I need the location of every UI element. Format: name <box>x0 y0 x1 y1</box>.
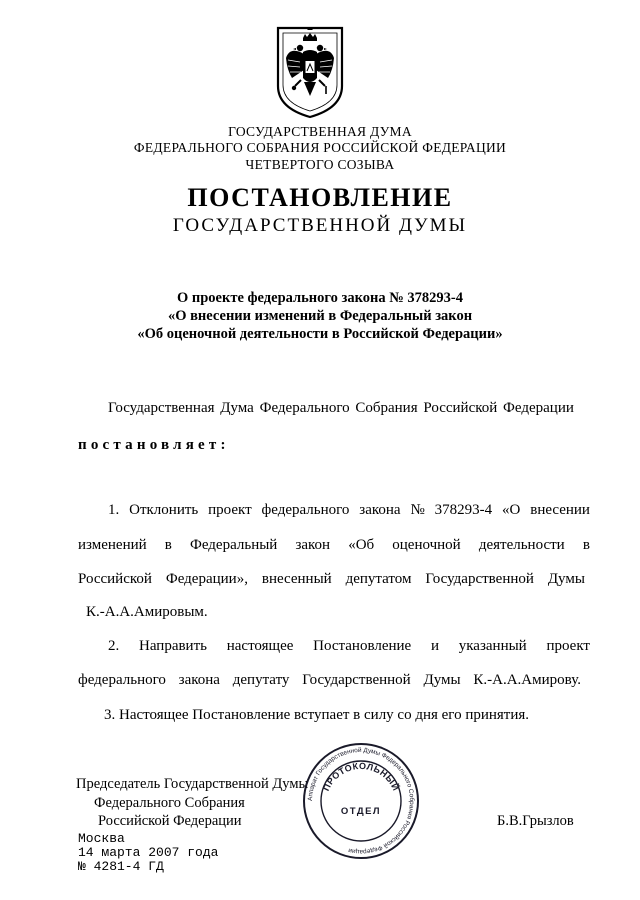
word: закона <box>178 672 220 688</box>
word: 378293-4 <box>434 502 493 518</box>
subject-line-3: «Об оценочной деятельности в Российской Федерации» <box>137 326 503 342</box>
item-1-line-4: К.-А.А.Амировым. <box>86 604 208 620</box>
coat-of-arms-emblem <box>274 24 346 120</box>
item-3: 3. Настоящее Постановление вступает в силу со дня его принятия. <box>104 707 530 723</box>
word: деятельности <box>478 537 565 553</box>
word: закона <box>359 502 401 518</box>
word: оценочной <box>392 537 461 553</box>
item-1-line-1 <box>108 502 590 519</box>
svg-text:ПРОТОКОЛЬНЫЙ <box>321 761 402 793</box>
word: Федеральный <box>189 537 278 553</box>
decree-word: постановляет: <box>78 437 230 453</box>
word: в <box>582 537 590 553</box>
item-1-line-3 <box>78 571 585 588</box>
word: Отклонить <box>129 502 199 518</box>
word: проект <box>546 638 590 654</box>
word: федерального <box>78 672 166 688</box>
word: внесенный <box>261 571 332 587</box>
stamp-outer-text: Аппарат Государственной Думы Федерального Собрания Российской Федерации <box>306 746 416 856</box>
word: закон <box>295 537 331 553</box>
word: указанный <box>458 638 527 654</box>
stamp-inner-bottom: ОТДЕЛ <box>340 806 382 817</box>
word: Федерации», <box>165 571 248 587</box>
org-line-3: ЧЕТВЕРТОГО СОЗЫВА <box>245 157 395 172</box>
word: 1. <box>108 502 120 518</box>
word: 2. <box>108 638 120 654</box>
preamble-line: Государственная Дума Федерального Собрания Российской Федерации <box>108 400 574 416</box>
word: Думы <box>547 571 585 587</box>
footer-date: 14 марта 2007 года <box>78 845 219 860</box>
word: Государственной <box>425 571 534 587</box>
document-title: ПОСТАНОВЛЕНИЕ <box>187 183 453 212</box>
stamp-inner-top: ПРОТОКОЛЬНЫЙ <box>320 760 402 793</box>
subject-line-1: О проекте федерального закона № 378293-4 <box>176 290 464 306</box>
word: Направить <box>139 638 207 654</box>
signature-position-line-2: Федерального Собрания <box>94 795 245 811</box>
footer-number: № 4281-4 ГД <box>78 859 164 874</box>
word: депутату <box>232 672 290 688</box>
word: федерального <box>261 502 350 518</box>
word: внесении <box>530 502 590 518</box>
word: и <box>430 638 439 654</box>
signature-position-line-1: Председатель Государственной Думы <box>76 776 309 792</box>
word: изменений <box>78 537 147 553</box>
item-2-line-1 <box>108 638 590 655</box>
word: в <box>164 537 172 553</box>
word: проект <box>208 502 252 518</box>
word: Государственной <box>302 672 411 688</box>
signatory-name: Б.В.Грызлов <box>497 813 574 829</box>
item-2-line-2 <box>78 672 581 689</box>
signature-position-line-3: Российской Федерации <box>98 813 242 829</box>
protocol-department-stamp <box>300 740 422 862</box>
item-1-line-2 <box>78 537 590 554</box>
word: «Об <box>348 537 375 553</box>
footer-city: Москва <box>78 831 125 846</box>
org-line-2: ФЕДЕРАЛЬНОГО СОБРАНИЯ РОССИЙСКОЙ ФЕДЕРАЦИИ <box>133 140 507 155</box>
org-line-1: ГОСУДАРСТВЕННАЯ ДУМА <box>228 124 412 139</box>
subject-line-2: «О внесении изменений в Федеральный закон <box>167 308 473 324</box>
word: депутатом <box>345 571 412 587</box>
word: № <box>410 502 425 518</box>
word: Российской <box>78 571 152 587</box>
word: Думы <box>423 672 461 688</box>
word: К.-А.А.Амирову. <box>473 672 581 688</box>
word: «О <box>502 502 521 518</box>
document-subtitle: ГОСУДАРСТВЕННОЙ ДУМЫ <box>172 215 468 236</box>
word: Постановление <box>313 638 412 654</box>
word: настоящее <box>226 638 294 654</box>
